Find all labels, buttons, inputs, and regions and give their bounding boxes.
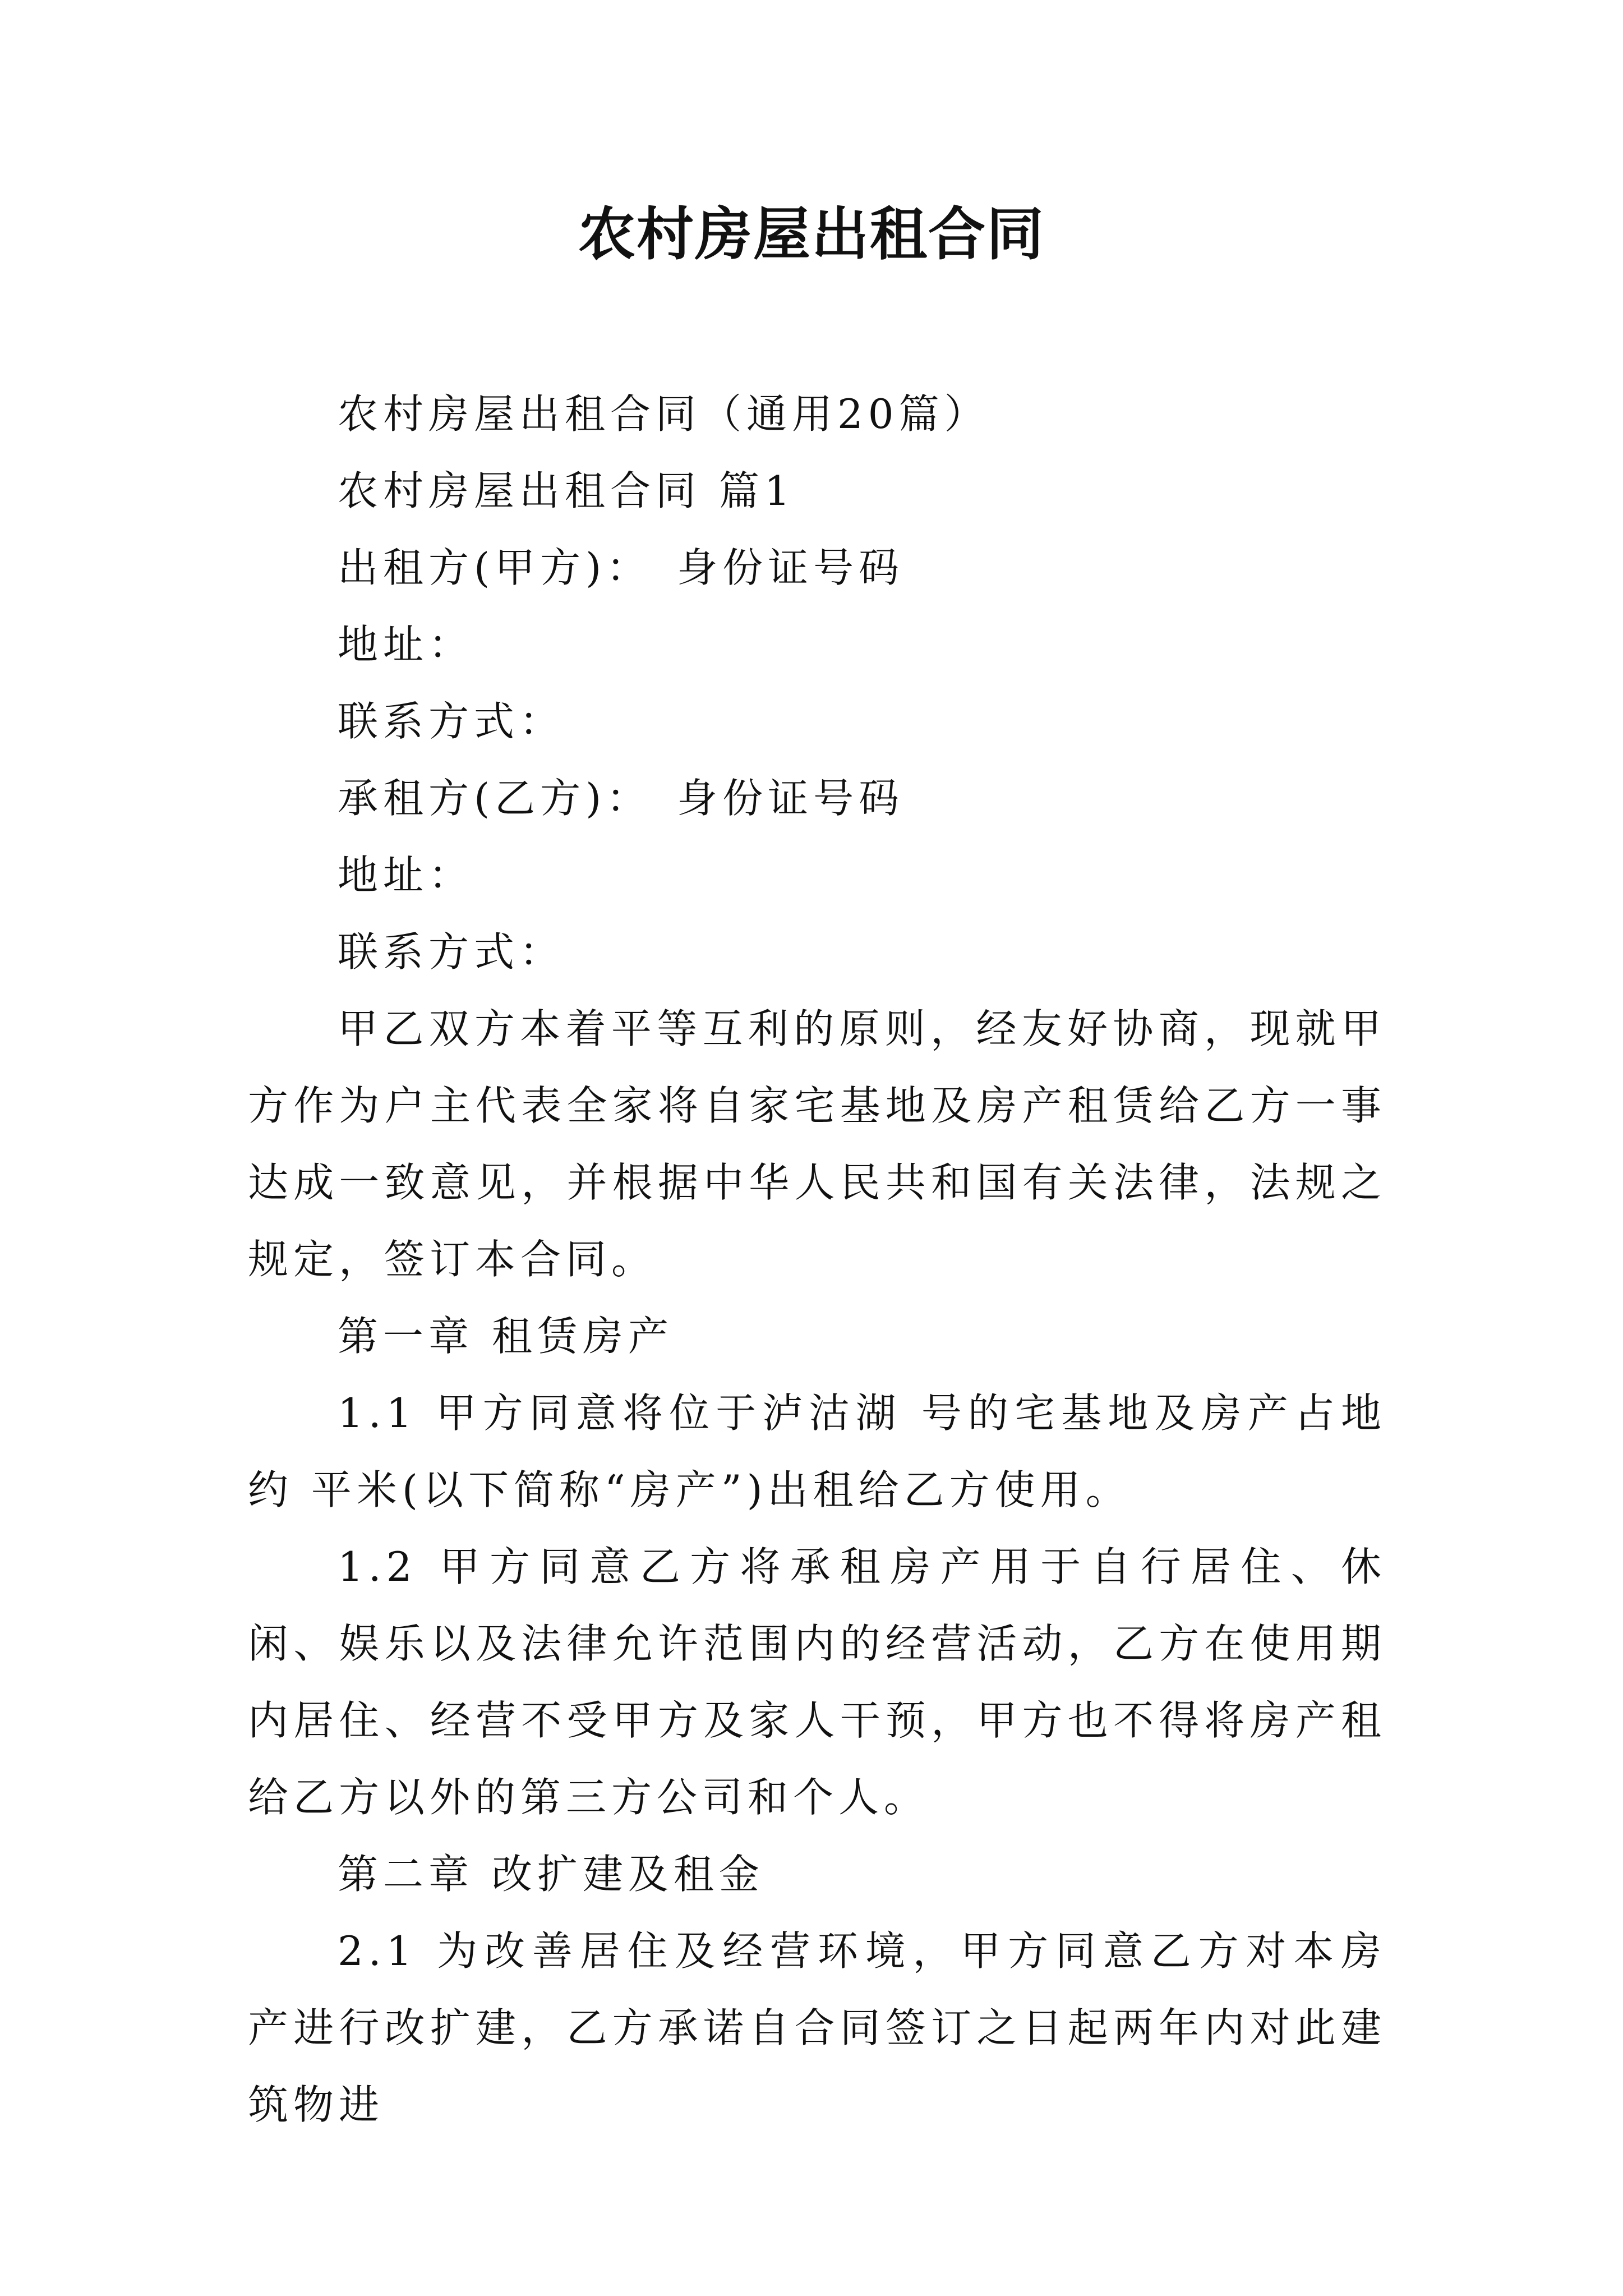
party-a-address: 地址： bbox=[338, 621, 474, 668]
document-title: 农村房屋出租合同 bbox=[578, 201, 1045, 268]
clause-1-2: 1.2 甲方同意乙方将承租房产用于自行居住、休闲、娱乐以及法律允许范围内的经营活动，乙方在使用期内居住、经营不受甲方及家人干预，甲方也不得将房产租给乙方以外的第三方公司和个人。 bbox=[248, 1543, 1386, 1821]
clause-2-1: 2.1 为改善居住及经营环境，甲方同意乙方对本房产进行改扩建，乙方承诺自合同签订之日起两年内对此建筑物进 bbox=[248, 1927, 1386, 2128]
preamble-paragraph: 甲乙双方本着平等互利的原则，经友好协商，现就甲方作为户主代表全家将自家宅基地及房产租赁给乙方一事达成一致意见，并根据中华人民共和国有关法律，法规之规定，签订本合同。 bbox=[248, 1005, 1386, 1283]
section-heading: 农村房屋出租合同 篇1 bbox=[338, 467, 795, 514]
party-b-line: 承租方(乙方)： 身份证号码 bbox=[338, 775, 905, 822]
chapter-2-heading: 第二章 改扩建及租金 bbox=[338, 1851, 764, 1898]
document-body bbox=[248, 376, 1386, 2143]
clause-1-1: 1.1 甲方同意将位于泸沽湖 号的宅基地及房产占地约 平米(以下简称“房产”)出租给乙方使用。 bbox=[248, 1389, 1386, 1513]
chapter-1-heading: 第一章 租赁房产 bbox=[338, 1313, 674, 1360]
subtitle-paragraph: 农村房屋出租合同（通用20篇） bbox=[338, 390, 990, 438]
party-b-address: 地址： bbox=[338, 852, 474, 899]
party-a-line: 出租方(甲方)： 身份证号码 bbox=[338, 544, 905, 591]
party-b-contact: 联系方式： bbox=[338, 928, 565, 976]
party-a-contact: 联系方式： bbox=[338, 698, 565, 745]
